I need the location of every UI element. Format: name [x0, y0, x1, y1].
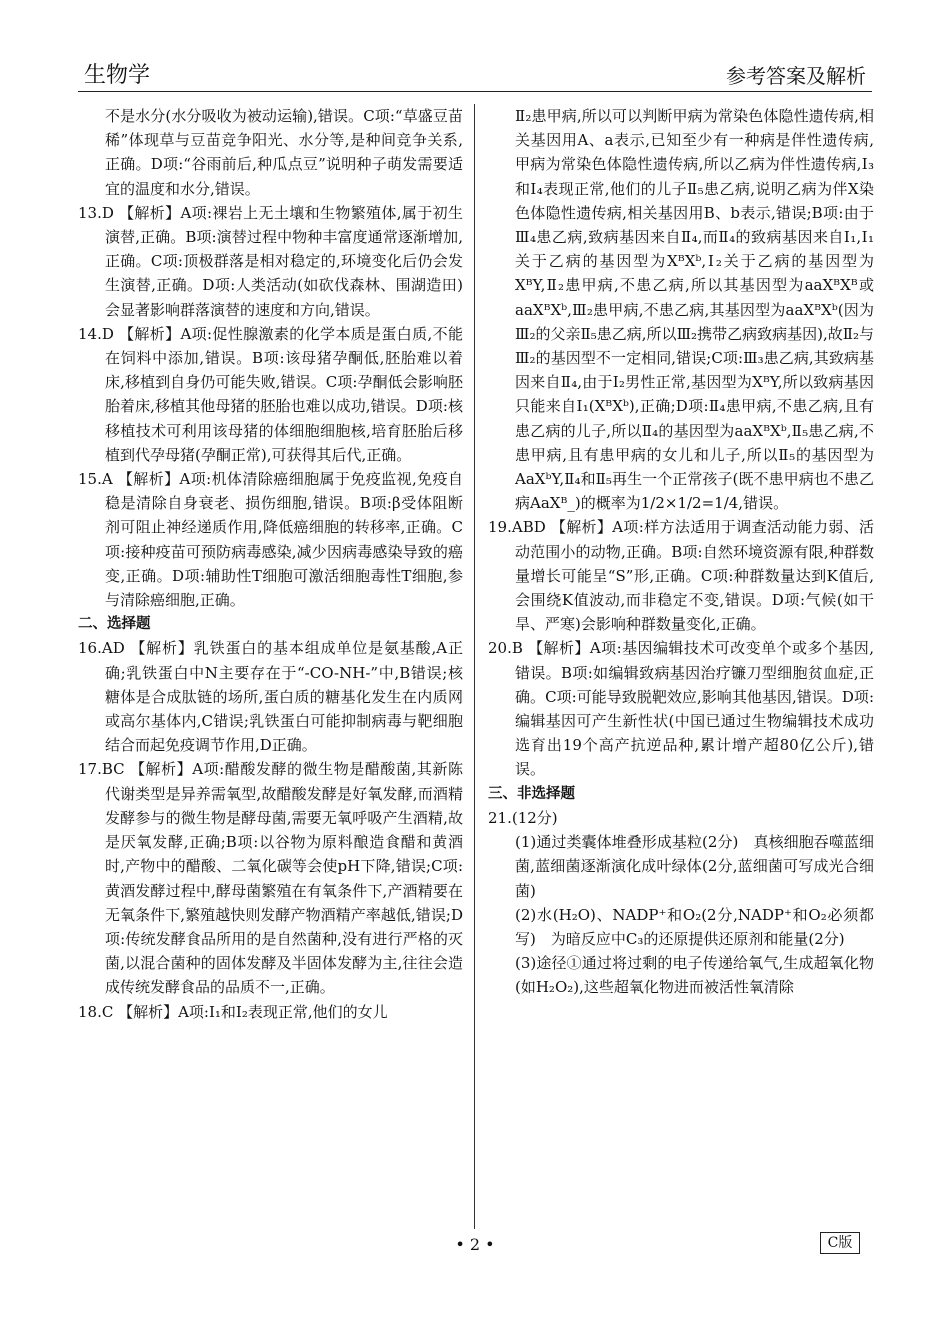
left-column [78, 104, 463, 1024]
answer-paragraph: 不是水分(水分吸收为被动运输),错误。C项:“草盛豆苗稀”体现草与豆苗竞争阳光、水分等,是种间竞争关系,正确。D项:“谷雨前后,种瓜点豆”说明种子萌发需要适宜的温度和水分,错误。 [105, 107, 463, 198]
page-number: • 2 • [455, 1235, 495, 1254]
answer-paragraph: (3)途径①通过将过剩的电子传递给氧气,生成超氧化物(如H₂O₂),这些超氧化物进而被活性氧清除 [515, 954, 874, 997]
answer-item: 18.C 【解析】A项:Ⅰ₁和Ⅰ₂表现正常,他们的女儿 [78, 1002, 388, 1021]
answer-item: 17.BC 【解析】A项:醋酸发酵的微生物是醋酸菌,其新陈代谢类型是异养需氧型,故醋酸发酵是好氧发酵,而酒精发酵参与的微生物是酵母菌,需要无氧呼吸产生酒精,故是厌氧发酵,正确;B项:以谷物为原料酿造食醋和黄酒时,产物中的醋酸、二氧化碳等会使pH下降,错误;C项:黄酒发酵过程中,酵母菌繁殖在有氧条件下,产酒精要在无氧条件下,繁殖越快则发酵产物酒精产率越低,错误;D项:传统发酵食品所用的是自然菌种,没有进行严格的灭菌,以混合菌种的固体发酵及半固体发酵为主,往往会造成传统发酵食品的品质不一,正确。 [78, 760, 463, 997]
version-badge: C版 [820, 1232, 860, 1254]
answer-item: 13.D 【解析】A项:裸岩上无土壤和生物繁殖体,属于初生演替,正确。B项:演替过程中物种丰富度通常逐渐增加,正确。C项:顶极群落是相对稳定的,环境变化后仍会发生演替,正确。D项:人类活动(如砍伐森林、围湖造田)会显著影响群落演替的速度和方向,错误。 [78, 203, 463, 319]
column-divider [474, 104, 475, 1229]
header-rule [78, 91, 872, 92]
answer-item: 21.(12分) [488, 808, 558, 827]
answer-paragraph: (2)水(H₂O)、NADP⁺和O₂(2分,NADP⁺和O₂必须都写) 为暗反应中C₃的还原提供还原剂和能量(2分) [515, 905, 874, 948]
subject-title: 生物学 [84, 63, 151, 88]
answer-paragraph: Ⅱ₂患甲病,所以可以判断甲病为常染色体隐性遗传病,相关基因用A、a表示,已知至少有一种病是伴性遗传病,甲病为常染色体隐性遗传病,所以乙病为伴性遗传病,Ⅰ₃和Ⅰ₄表现正常,他们的儿子Ⅱ₅患乙病,说明乙病为伴X染色体隐性遗传病,相关基因用B、b表示,错误;B项:由于Ⅲ₄患乙病,致病基因来自Ⅱ₄,而Ⅱ₄的致病基因来自Ⅰ₁,Ⅰ₁关于乙病的基因型为XᴮXᵇ,Ⅰ₂关于乙病的基因型为XᴮY,Ⅱ₂患甲病,不患乙病,所以其基因型为aaXᴮXᴮ或aaXᴮXᵇ,Ⅲ₂患甲病,不患乙病,其基因型为aaXᴮXᵇ(因为Ⅲ₂的父亲Ⅱ₅患乙病,所以Ⅲ₂携带乙病致病基因),故Ⅱ₂与Ⅲ₂的基因型不一定相同,错误;C项:Ⅲ₃患乙病,其致病基因来自Ⅱ₄,由于Ⅰ₂男性正常,基因型为XᴮY,所以致病基因只能来自Ⅰ₁(XᴮXᵇ),正确;D项:Ⅱ₄患甲病,不患乙病,且有患乙病的儿子,所以Ⅱ₄的基因型为aaXᴮXᵇ,Ⅱ₅患乙病,不患甲病,且有患甲病的女儿和儿子,所以Ⅱ₅的基因型为AaXᵇY,Ⅱ₄和Ⅱ₅再生一个正常孩子(既不患甲病也不患乙病AaXᴮ_)的概率为1/2×1/2=1/4,错误。 [515, 107, 874, 513]
answer-item: 19.ABD 【解析】A项:样方法适用于调查活动能力弱、活动范围小的动物,正确。B项:自然环境资源有限,种群数量增长可能呈“S”形,正确。C项:种群数量达到K值后,会围绕K值波动,而非稳定不变,错误。D项:气候(如干旱、严寒)会影响种群数量变化,正确。 [488, 518, 874, 634]
answer-paragraph: (1)通过类囊体堆叠形成基粒(2分) 真核细胞吞噬蓝细菌,蓝细菌逐渐演化成叶绿体(2分,蓝细菌可写成光合细菌) [515, 833, 874, 900]
section-heading: 三、非选择题 [488, 785, 575, 802]
answer-item: 16.AD 【解析】乳铁蛋白的基本组成单位是氨基酸,A正确;乳铁蛋白中N主要存在于“-CO-NH-”中,B错误;核糖体是合成肽链的场所,蛋白质的糖基化发生在内质网或高尔基体内,C错误;乳铁蛋白可能抑制病毒与靶细胞结合而起免疫调节作用,D正确。 [78, 639, 463, 755]
answer-item: 15.A 【解析】A项:机体清除癌细胞属于免疫监视,免疫自稳是清除自身衰老、损伤细胞,错误。B项:β受体阻断剂可阻止神经递质作用,降低癌细胞的转移率,正确。C项:接种疫苗可预防病毒感染,减少因病毒感染导致的癌变,正确。D项:辅助性T细胞可激活细胞毒性T细胞,参与清除癌细胞,正确。 [78, 470, 463, 610]
section-heading: 二、选择题 [78, 616, 151, 633]
answer-item: 20.B 【解析】A项:基因编辑技术可改变单个或多个基因,错误。B项:如编辑致病基因治疗镰刀型细胞贫血症,正确。C项:可能导致脱靶效应,影响其他基因,错误。D项:编辑基因可产生新性状(中国已通过生物编辑技术成功选育出19个高产抗逆品种,累计增产超80亿公斤),错误。 [488, 639, 874, 779]
document-title: 参考答案及解析 [726, 64, 866, 88]
answer-item: 14.D 【解析】A项:促性腺激素的化学本质是蛋白质,不能在饲料中添加,错误。B项:该母猪孕酮低,胚胎难以着床,移植到自身仍可能失败,错误。C项:孕酮低会影响胚胎着床,移植其他母猪的胚胎也难以成功,错误。D项:核移植技术可利用该母猪的体细胞细胞核,培育胚胎后移植到代孕母猪(孕酮正常),可获得其后代,正确。 [78, 324, 463, 464]
right-column [488, 104, 874, 1000]
